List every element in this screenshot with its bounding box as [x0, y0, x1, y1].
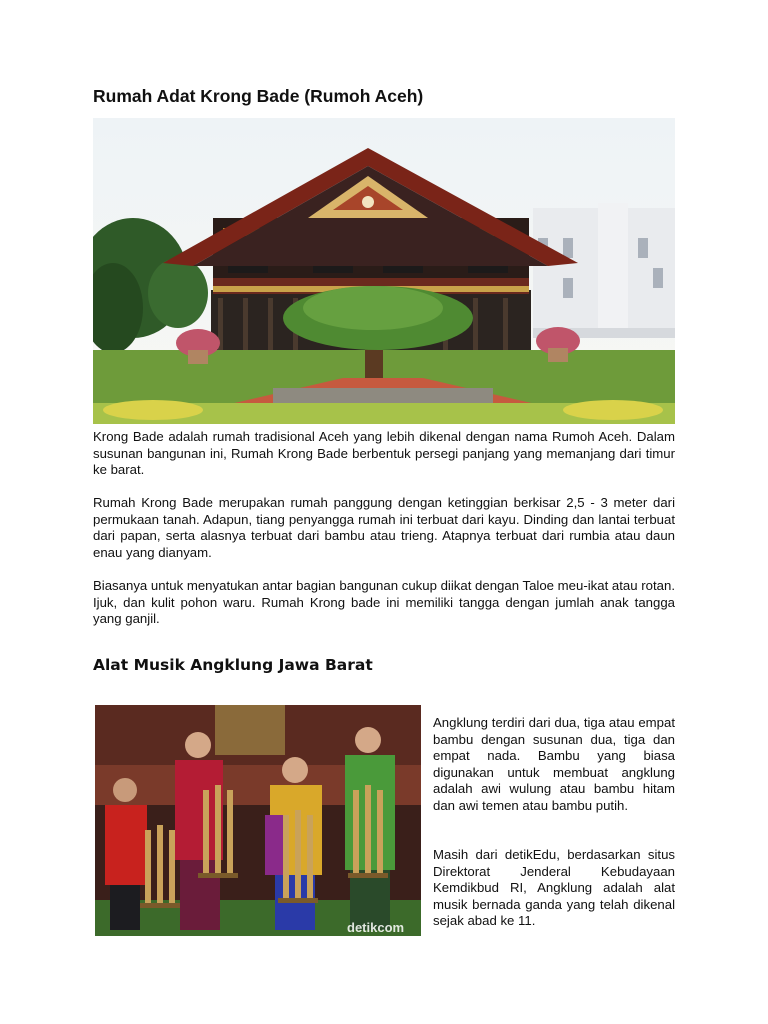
- rumoh-aceh-photo: [93, 118, 675, 424]
- paragraph-krong-bade-structure: Rumah Krong Bade merupakan rumah panggung dengan ketinggian berkisar 2,5 - 3 meter dari permukaan tanah. Adapun, tiang penyangga rumah ini terbuat dari kayu. Dinding dan lantai terbuat dari papan, serta alasnya terbuat dari bambu atau trieng. Atapnya terbuat dari rumbia atau daun enau yang dianyam.: [93, 495, 675, 560]
- paragraph-krong-bade-binding: Biasanya untuk menyatukan antar bagian bangunan cukup diikat dengan Taloe meu-ikat atau rotan. Ijuk, dan kulit pohon waru. Rumah Krong bade ini memiliki tangga dengan jumlah anak tangga yang ganjil.: [93, 578, 675, 627]
- watermark-text: detikcom: [347, 920, 405, 935]
- section-title-angklung: Alat Musik Angklung Jawa Barat: [93, 656, 373, 674]
- paragraph-krong-bade-intro: Krong Bade adalah rumah tradisional Aceh yang lebih dikenal dengan nama Rumoh Aceh. Dalam susunan bangunan ini, Rumah Krong Bade berbentuk persegi panjang yang memanjang dari timur ke barat.: [93, 429, 675, 478]
- paragraph-angklung-material: Angklung terdiri dari dua, tiga atau empat bambu dengan susunan dua, tiga dan empat nada. Bambu yang biasa digunakan untuk membuat angklung adalah awi wulung atau bambu hitam dan awi temen atau bambu putih.: [433, 715, 675, 813]
- angklung-photo: [95, 705, 421, 936]
- paragraph-angklung-history: Masih dari detikEdu, berdasarkan situs Direktorat Jenderal Kebudayaan Kemdikbud RI, Angklung adalah alat musik bernada ganda yang telah dikenal sejak abad ke 11.: [433, 847, 675, 929]
- section-title-rumah-adat: Rumah Adat Krong Bade (Rumoh Aceh): [93, 86, 424, 106]
